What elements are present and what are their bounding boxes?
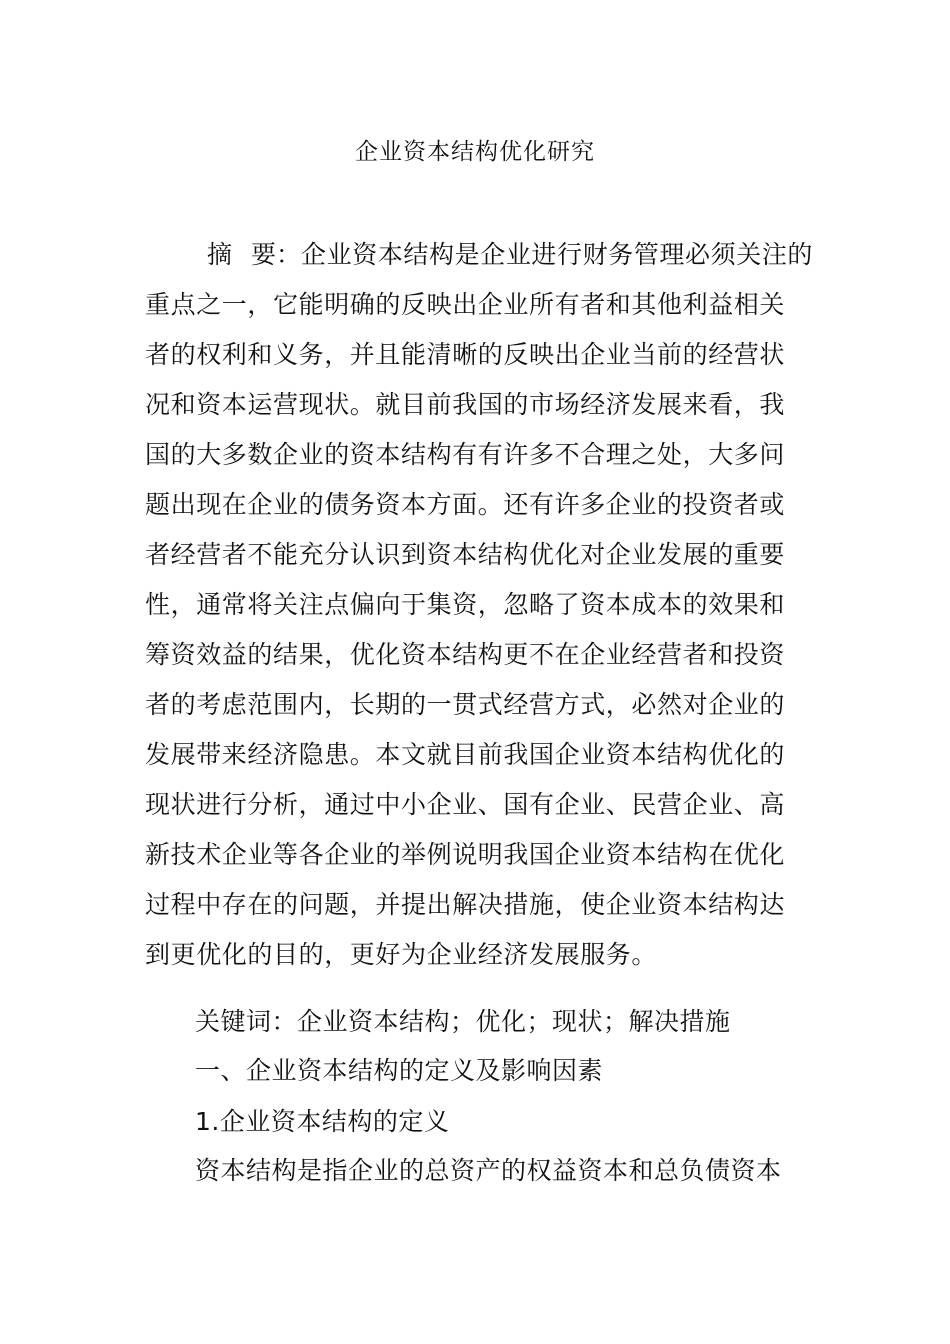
- abstract-label-second: 要：: [251, 240, 302, 269]
- abstract-line-8: 性，通常将关注点偏向于集资，忽略了资本成本的效果和: [145, 590, 786, 619]
- subsection-heading: 1.企业资本结构的定义: [195, 1107, 450, 1136]
- abstract-line-12: 现状进行分析，通过中小企业、国有企业、民营企业、高: [145, 790, 786, 819]
- abstract-line-13: 新技术企业等各企业的举例说明我国企业资本结构在优化: [145, 840, 786, 869]
- abstract: [145, 230, 815, 980]
- abstract-line-10: 者的考虑范围内，长期的一贯式经营方式，必然对企业的: [145, 690, 786, 719]
- abstract-line-5: 国的大多数企业的资本结构有有许多不合理之处，大多问: [145, 440, 786, 469]
- abstract-line-text: 企业资本结构是企业进行财务管理必须关注的: [301, 240, 814, 269]
- abstract-line-1: [145, 230, 815, 280]
- paragraph-start: 资本结构是指企业的总资产的权益资本和总负债资本: [195, 1156, 782, 1185]
- abstract-line-3: 者的权利和义务，并且能清晰的反映出企业当前的经营状: [145, 340, 786, 369]
- abstract-line-11: 发展带来经济隐患。本文就目前我国企业资本结构优化的: [145, 740, 786, 769]
- abstract-line-15: 到更优化的目的，更好为企业经济发展服务。: [145, 940, 658, 969]
- abstract-line-6: 题出现在企业的债务资本方面。还有许多企业的投资者或: [145, 490, 786, 519]
- document-title: 企业资本结构优化研究: [355, 139, 595, 165]
- abstract-line-7: 者经营者不能充分认识到资本结构优化对企业发展的重要: [145, 540, 786, 569]
- section-heading: 一、企业资本结构的定义及影响因素: [195, 1056, 604, 1085]
- abstract-line-2: 重点之一，它能明确的反映出企业所有者和其他利益相关: [145, 290, 786, 319]
- abstract-label-first: 摘: [207, 240, 233, 269]
- abstract-line-4: 况和资本运营现状。就目前我国的市场经济发展来看，我: [145, 390, 786, 419]
- keywords-line: 关键词：企业资本结构；优化；现状；解决措施: [195, 1007, 731, 1036]
- abstract-line-9: 筹资效益的结果，优化资本结构更不在企业经营者和投资: [145, 640, 786, 669]
- abstract-line-14: 过程中存在的问题，并提出解决措施，使企业资本结构达: [145, 890, 786, 919]
